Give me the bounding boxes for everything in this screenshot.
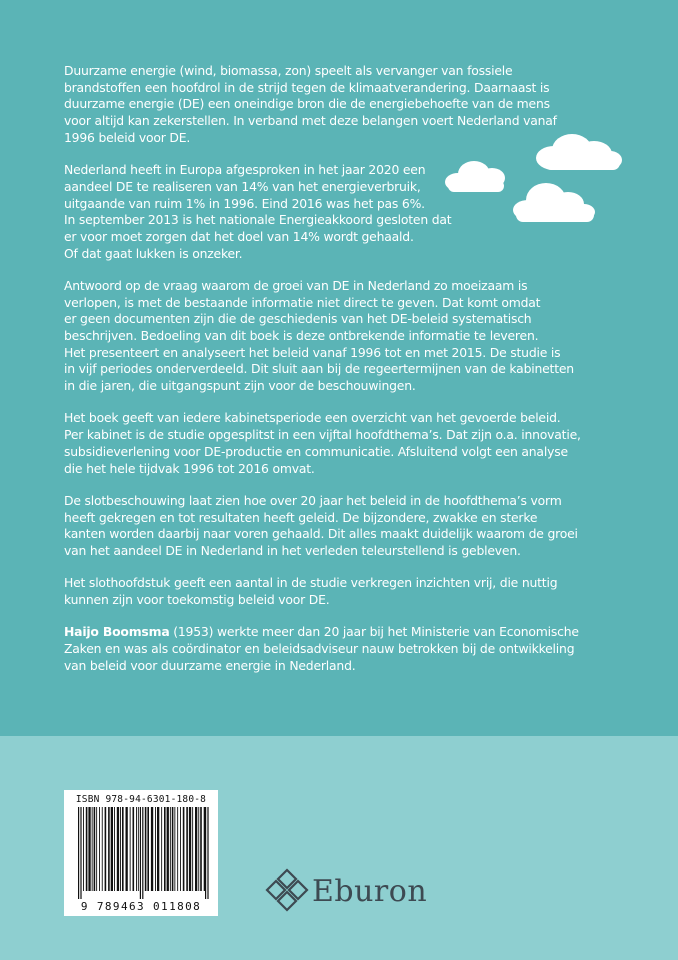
author-bio [64, 624, 624, 674]
clouds-illustration [444, 128, 624, 238]
publisher-logo [262, 868, 442, 920]
paragraph-5: De slotbeschouwing laat zien hoe over 20 jaar het beleid in de hoofdthema’s vorm heeft gekregen en tot resultaten heeft geleid. De bijzondere, zwakke en sterke kanten worden daarbij naar voren gehaald. Dit alles maakt duidelijk waarom de groei van het aandeel DE in Nederland in het verleden teleurstellend is gebleven. [64, 492, 578, 558]
isbn-label: ISBN 978-94-6301-180-8 [75, 794, 207, 805]
paragraph-3: Antwoord op de vraag waarom de groei van DE in Nederland zo moeizaam is verlopen, is met de bestaande informatie niet direct te geven. Dat komt omdat er geen documenten zijn die de geschiedenis van het DE-beleid systematisch beschrijven. Bedoeling van dit boek is deze ontbrekende informatie te leveren. Het presenteert en analyseert het beleid vanaf 1996 tot en met 2015. De studie is in vijf periodes onderverdeeld. Dit sluit aan bij de regeertermijnen van de kabinetten in die jaren, die uitgangspunt zijn voor de beschouwingen. [64, 277, 574, 394]
paragraph-2: Nederland heeft in Europa afgesproken in het jaar 2020 een aandeel DE te realiseren van 14% van het energieverbruik, uitgaande van ruim 1% in 1996. Eind 2016 was het pas 6%. In september 2013 is het nationale Energieakkoord gesloten dat er voor moet zorgen dat het doel van 14% wordt gehaald. Of dat gaat lukken is onzeker. [64, 162, 452, 261]
barcode-bars [68, 807, 214, 899]
publisher-name: Eburon [312, 874, 428, 909]
paragraph-6: Het slothoofdstuk geeft een aantal in de studie verkregen inzichten vrij, die nuttig kunnen zijn voor toekomstig beleid voor DE. [64, 575, 558, 607]
paragraph-1: Duurzame energie (wind, biomassa, zon) speelt als vervanger van fossiele brandstoffen een hoofdrol in de strijd tegen de klimaatverandering. Daarnaast is duurzame energie (DE) een oneindige bron die de energiebehoefte van de mens voor altijd kan zekerstellen. In verband met deze belangen voert Nederland vanaf 1996 beleid voor DE. [64, 63, 557, 145]
paragraph-4: Het boek geeft van iedere kabinetsperiode een overzicht van het gevoerde beleid. Per kabinet is de studie opgesplitst in een vijftal hoofdthema’s. Dat zijn o.a. innovatie, subsidieverlening voor DE-productie en communicatie. Afsluitend volgt een analyse die het hele tijdvak 1996 tot 2016 omvat. [64, 410, 581, 476]
author-name: Haijo Boomsma [64, 624, 170, 640]
barcode-digits: 9 789463 011808 [80, 900, 202, 913]
diamond-lattice-icon [262, 868, 312, 916]
barcode [64, 790, 218, 916]
author-bio-text: (1953) werkte meer dan 20 jaar bij het Ministerie van Economische Zaken en was als coördinator en beleidsadviseur nauw betrokken bij de ontwikkeling van beleid voor duurzame energie in Nederland. [64, 624, 579, 673]
